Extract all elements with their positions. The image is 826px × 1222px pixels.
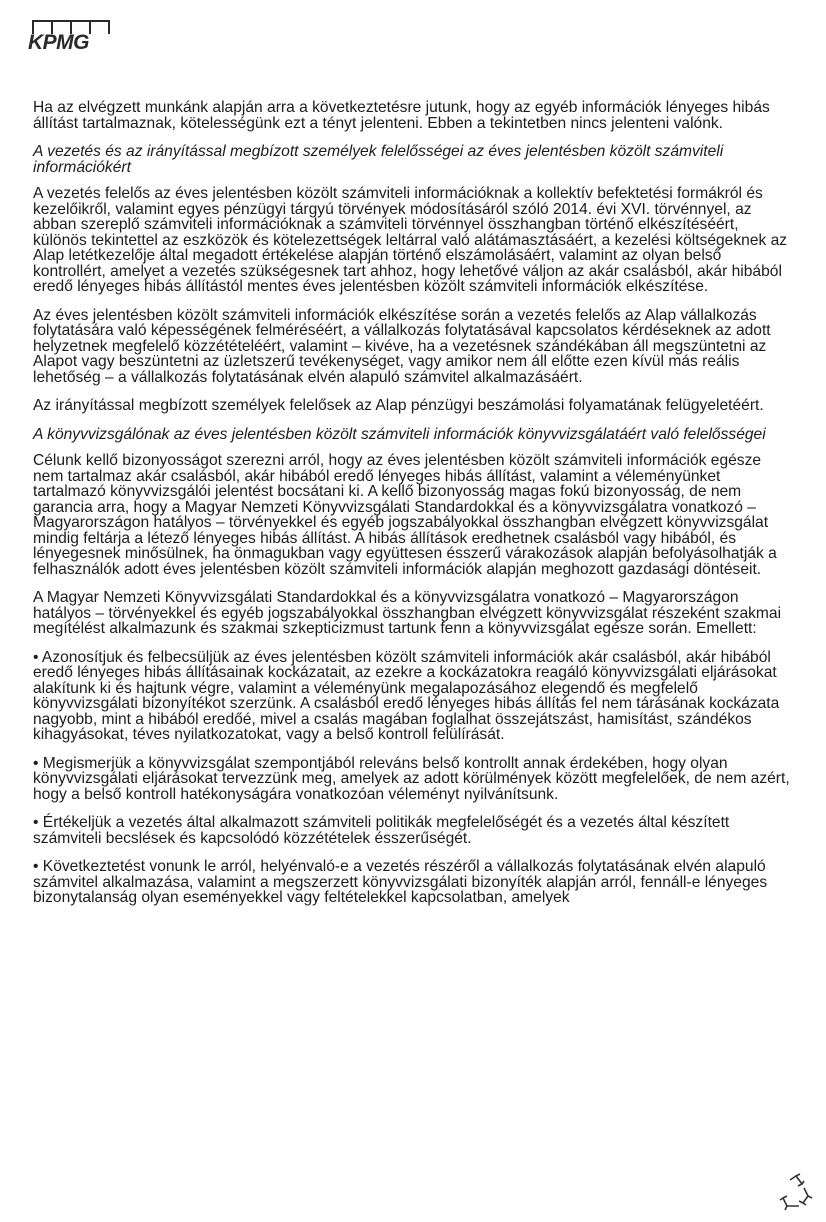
paragraph-other-info-conclusion: Ha az elvégzett munkánk alapján arra a következtetésre jutunk, hogy az egyéb információk lényeges hibás állítást tartalmaznak, kötelességünk ezt a tényt jelenteni. Ebben a tekintetben nincs jelenteni valónk. bbox=[33, 99, 770, 132]
paragraph-reasonable-assurance: Célunk kellő bizonyosságot szerezni arról, hogy az éves jelentésben közölt számviteli információk egésze nem tartalmaz akár csalásból, akár hibából eredő lényeges hibás állítást, valamint a véleményünket tartalmazó könyvvizsgálói jelentést bocsátani ki. A kellő bizonyosság magas fokú bizonyosság, de nem garancia arra, hogy a Magyar Nemzeti Könyvvizsgálati Standardokkal és a könyvvizsgálatra vonatkozó – Magyarországon hatályos – törvényekkel és egyéb jogszabályokkal összhangban elvégzett könyvvizsgálat mindig feltárja a létező lényeges hibás állítást. A hibás állítások eredhetnek csalásból vagy hibából, és lényegesnek minősülnek, ha önmagukban vagy együttesen ésszerű várakozások alapján befolyásolhatják a felhasználók adott éves jelentésben közölt számviteli információk alapján meghozott gazdasági döntéseit. bbox=[33, 452, 777, 578]
paragraph-management-responsible: A vezetés felelős az éves jelentésben közölt számviteli információknak a kollektív befektetési formákról és kezelőikről, valamint egyes pénzügyi tárgyú törvények módosításáról szóló 2014. évi XVI. törvénnyel, az abban szereplő számviteli információknak a számviteli törvénnyel összhangban történő elkészítéséért, különös tekintettel az eszközök és kötelezettségek leltárral való alátámasztásáért, a kezelési költségeknek az Alap letétkezelője által megadott értékelése alapján történő elszámolásáért, valamint az olyan belső kontrollért, amelyet a vezetés szükségesnek tart ahhoz, hogy lehetővé váljon az akár csalásból, akár hibából eredő lényeges hibás állítástól mentes éves jelentésben közölt számviteli információk elkészítése. bbox=[33, 185, 788, 295]
document-body bbox=[33, 100, 793, 919]
section-heading-auditor-responsibilities: A könyvvizsgálónak az éves jelentésben közölt számviteli információk könyvvizsgálatáért való felelősségei bbox=[33, 425, 766, 443]
bullet-going-concern-conclusion: • Következtetést vonunk le arról, helyénvaló-e a vezetés részéről a vállalkozás folytatásának elvén alapuló számvitel alkalmazása, valamint a megszerzett könyvvizsgálati bizonyíték alapján arról, fennáll-e lényeges bizonytalanság olyan eseményekkel vagy feltételekkel kapcsolatban, amelyek bbox=[33, 858, 768, 906]
bullet-accounting-policies: • Értékeljük a vezetés által alkalmazott számviteli politikák megfelelőségét és a vezetés által készített számviteli becslések és kapcsolódó közzétételek ésszerűségét. bbox=[33, 814, 730, 847]
paragraph-going-concern: Az éves jelentésben közölt számviteli információk elkészítése során a vezetés felelős az Alap vállalkozás folytatására való képességének felméréséért, a vállalkozás folytatásával kapcsolatos kérdéseknek az adott helyzetnek megfelelő közzétételéért, valamint – kivéve, ha a vezetésnek szándékában áll megszüntetni az Alapot vagy beszüntetni az üzletszerű tevékenységet, vagy amikor nem áll előtte ezen kívül más reális lehetőség – a vállalkozás folytatásának elvén alapuló számvitel alkalmazásáért. bbox=[33, 306, 771, 386]
paragraph-professional-judgement: A Magyar Nemzeti Könyvvizsgálati Standardokkal és a könyvvizsgálatra vonatkozó – Magyarországon hatályos – törvényekkel és egyéb jogszabályokkal összhangban elvégzett könyvvizsgálat részeként szakmai megítélést alkalmazunk és szakmai szkepticizmust tartunk fenn a könyvvizsgálat egésze során. Emellett: bbox=[33, 589, 782, 637]
bullet-internal-control: • Megismerjük a könyvvizsgálat szempontjából releváns belső kontrollt annak érdekében, hogy olyan könyvvizsgálati eljárásokat tervezzünk meg, amelyek az adott körülmények között megfelelőek, de nem azért, hogy a belső kontroll hatékonyságára vonatkozóan véleményt nyilvánítsunk. bbox=[33, 754, 790, 803]
recycle-icon bbox=[775, 1172, 817, 1214]
bullet-identify-risks: • Azonosítjuk és felbecsüljük az éves jelentésben közölt számviteli információk akár csalásból, akár hibából eredő lényeges hibás állításainak kockázatait, az ezekre a kockázatokra reagáló könyvvizsgálati eljárásokat alakítunk ki és hajtunk végre, valamint a véleményünk megalapozásához elegendő és megfelelő könyvvizsgálati bizonyítékot szerzünk. A csalásból eredő lényeges hibás állítás fel nem tárásának kockázata nagyobb, mint a hibából eredőé, mivel a csalás magában foglalhat összejátszást, hamisítást, szándékos kihagyásokat, téves nyilatkozatokat, vagy a belső kontroll felülírását. bbox=[33, 648, 780, 743]
kpmg-logo bbox=[28, 18, 106, 56]
logo-wordmark: KPMG bbox=[28, 31, 89, 54]
section-heading-management-responsibilities: A vezetés és az irányítással megbízott személyek felelősségei az éves jelentésben közölt számviteli információkért bbox=[33, 143, 724, 176]
paragraph-governance-oversight: Az irányítással megbízott személyek felelősek az Alap pénzügyi beszámolási folyamatának felügyeletéért. bbox=[33, 397, 764, 414]
